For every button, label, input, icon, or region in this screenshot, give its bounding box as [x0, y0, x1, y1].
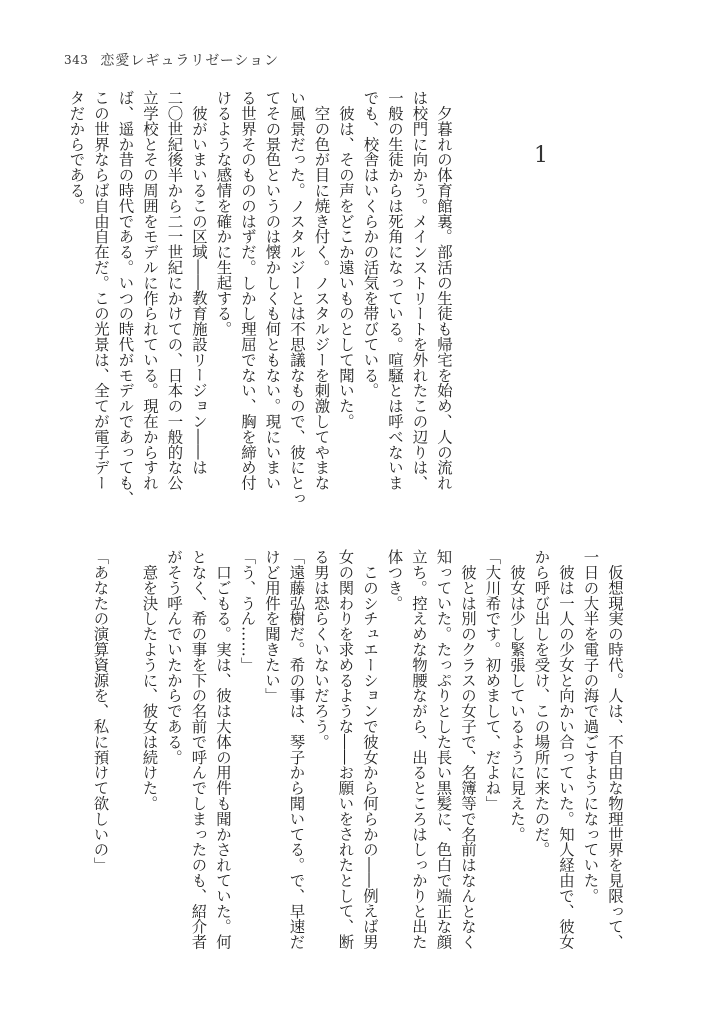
text-line: となく、希の事を下の名前で呼んでしまったのも、紹介者: [189, 549, 208, 950]
text-line: タだからである。: [67, 90, 86, 214]
text-line: 「う、うん……」: [238, 549, 257, 673]
text-line: る世界そのもののはずだ。しかし理屈でない、胸を締め付: [239, 90, 257, 491]
text-line: る男は恐らくいないだろう。: [312, 549, 330, 750]
text-line: ば、遥か昔の時代である。いつの時代がモデルであっても、: [116, 90, 135, 506]
lower-text-block: [88, 549, 627, 951]
text-line: い風景だった。ノスタルジーとは不思議なもので、彼にとっ: [288, 90, 306, 506]
text-line: 空の色が目に焼き付く。ノスタルジーを刺激してやまな: [312, 90, 331, 491]
text-line: がそう呼んでいたからである。: [165, 549, 183, 765]
text-line: 知っていた。たっぷりとした長い黒髪に、色白で端正な顔: [434, 549, 453, 950]
text-line: けど用件を聞きたい」: [263, 549, 281, 703]
text-line: 立学校とその周囲をモデルに作られている。現在からすれ: [141, 90, 159, 491]
text-line: この世界ならば自由自在だ。この光景は、全てが電子デー: [92, 90, 110, 491]
text-line: 口ごもる。実は、彼は大体の用件も聞かされていた。何: [214, 549, 232, 950]
text-line: 彼女は少し緊張しているように見えた。: [508, 549, 526, 842]
text-line: から呼び出しを受け、この場所に来たのだ。: [532, 549, 551, 857]
blank-line: [113, 549, 138, 951]
text-line: 夕暮れの体育館裏。部活の生徒も帰宅を始め、人の流れ: [435, 90, 453, 491]
text-line: 彼とは別のクラスの女子で、名簿等で名前はなんとなく: [459, 549, 477, 950]
text-line: 一日の大半を電子の海で過ごすようになっていた。: [581, 549, 600, 904]
text-line: 立ち。控えめな物腰ながら、出るところはしっかりと出た: [410, 549, 428, 950]
text-line: 二〇世紀後半から二一世紀にかけての、日本の一般的な公: [165, 90, 184, 491]
running-header: [64, 50, 279, 70]
text-line: 仮想現実の時代。人は、不自由な物理世界を見限って、: [606, 549, 624, 950]
text-line: 体つき。: [385, 549, 404, 611]
text-line: 女の関わりを求めるような――お願いをされたとして、断: [336, 549, 355, 950]
text-line: 彼は、その声をどこか遠いものとして聞いた。: [337, 90, 355, 429]
chapter-number: 1: [534, 143, 548, 168]
text-line: 彼は一人の少女と向かい合っていた。知人経由で、彼女: [557, 549, 575, 950]
text-line: は校門に向かう。メインストリートを外れたこの辺りは、: [410, 90, 429, 491]
text-line: 「遠藤弘樹だ。希の事は、琴子から聞いてる。で、早速だ: [287, 549, 306, 950]
text-line: てその景色というのは懐かしくも何ともない。現にいまい: [263, 90, 282, 491]
text-line: 彼がいまいるこの区域――教育施設リージョン――は: [190, 90, 208, 475]
text-line: 意を決したように、彼女は続けた。: [140, 549, 159, 811]
page-number: 343: [64, 53, 89, 67]
text-line: けるような感情を確かに生起する。: [214, 90, 233, 337]
text-line: 「大川希です。初めまして、だよね」: [483, 549, 502, 811]
upper-text-block: [64, 90, 456, 506]
book-title: 恋愛レギュラリゼーション: [100, 53, 280, 69]
text-line: 一般の生徒からは死角になっている。喧騒とは呼べないま: [386, 90, 404, 491]
text-line: でも、校舎はいくらかの活気を帯びている。: [361, 90, 380, 398]
text-line: このシチュエーションで彼女から何らかの――例えば男: [361, 549, 379, 950]
text-line: 「あなたの演算資源を、私に預けて欲しいの」: [91, 549, 110, 873]
